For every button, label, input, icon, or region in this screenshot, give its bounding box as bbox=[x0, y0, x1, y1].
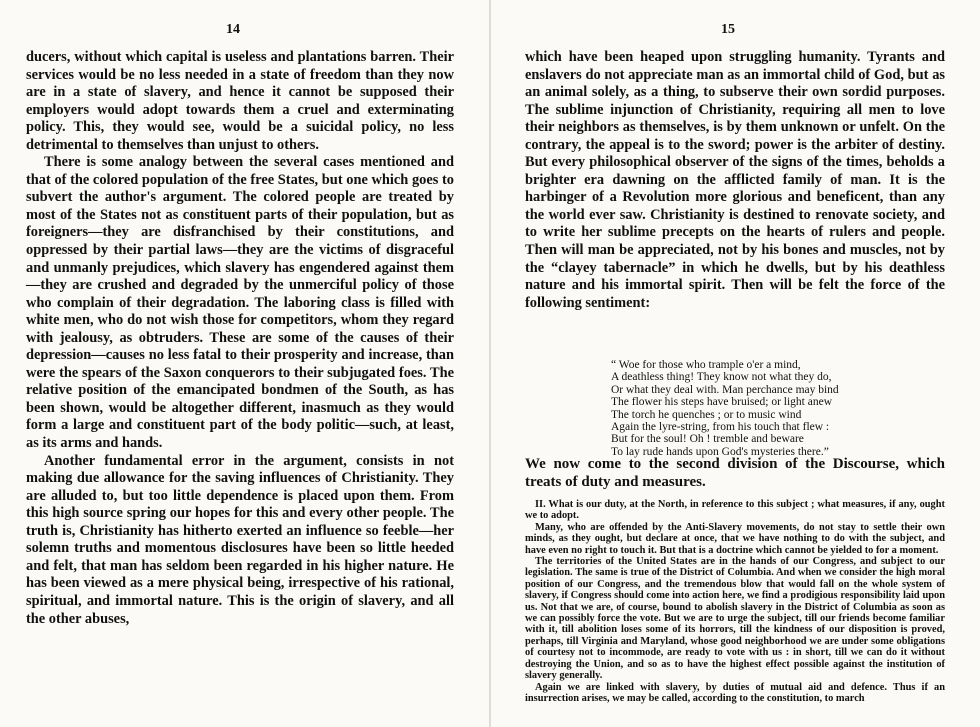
paragraph: There is some analogy between the several cases mentioned and that of the colored population of the free States, but one which goes to subvert the author's argument. The colored people are treated by most of the States not as constituent parts of their population, but as foreigners—they are disfranchised by their constitutions, and oppressed by their partial laws—they are the victims of disgraceful and unmanly prejudices, which slavery has engendered against them—they are crushed and degraded by the unmerciful policy of those who complain of their degradation. The laboring class is filled with white men, who do not wish those for competitors, whom they regard with jealousy, as obtruders. These are some of the causes of their depression—causes no less fatal to their prosperity and increase, than were the spears of the Saxon conquerors to their subjugated foes. The relative position of the emancipated bondmen of the South, as has been shown, would be altogether different, inasmuch as they would form a large and constituent part of the body politic—such, at least, as its arms and hands. bbox=[26, 154, 454, 452]
small-paragraph: The territories of the United States are in the hands of our Congress, and subject to our legislation. The same is true of the District of Columbia. And when we consider the high moral position of our Congress, and the tremendous blow that would fall on the whole system of slavery, if Congress should come into action here, we find a prodigious responsibility laid upon us. Not that we are, of course, bound to abolish slavery in the District of Columbia as soon as we can possibly force the vote. But we are to urge the subject, till our friends become familiar with it, till abolition loses some of its horrors, till the kindness of our disposition is proved, perhaps, till Virginia and Maryland, whose good neighborhood we are under some obligations of courtesy not to incommode, are ready to vote with us : in short, till we can do it without destroying the Union, and so as to have the highest effect possible against the institution of slavery generally. bbox=[525, 556, 945, 682]
small-paragraph: II. What is our duty, at the North, in reference to this subject ; what measures, if any, ought we to adopt. bbox=[525, 499, 945, 522]
small-paragraph: Many, who are offended by the Anti-Slavery movements, do not stay to settle their own minds, as they ought, but declare at once, that we have nothing to do with the subject, and have even no right to touch it. But that is a doctrine which cannot be yielded to for a moment. bbox=[525, 521, 945, 556]
division-heading: We now come to the second division of the Discourse, which treats of duty and measures. bbox=[525, 456, 945, 490]
poem-line: To lay rude hands upon God's mysteries there.” bbox=[611, 445, 829, 458]
paragraph: ducers, without which capital is useless and plantations barren. Their services would be no less needed in a state of freedom than they now are in a state of slavery, and hence it cannot be supposed their employers would adopt towards them a cruel and exterminating policy. This, they would see, would be a suicidal policy, no less detrimental to themselves than unjust to others. bbox=[26, 49, 454, 153]
poem-line: Or what they deal with. Man perchance may bind bbox=[611, 383, 839, 396]
right-page bbox=[490, 0, 980, 727]
paragraph: Another fundamental error in the argument, consists in not making due allowance for the saving influences of Christianity. They are alluded to, but too little dependence is placed upon them. From this high source spring our hopes for this and every other people. The truth is, Christianity has hitherto exerted an influence so feeble—her solemn truths and momentous disclosures have been so little heeded and felt, that man has seldom been regarded in his higher nature. He has been viewed as a mere physical being, irrespective of his rational, spiritual, and immortal nature. This is the origin of slavery, and all the other abuses, bbox=[26, 452, 454, 627]
poem-line: But for the soul! Oh ! tremble and beware bbox=[611, 433, 804, 446]
page-body bbox=[26, 49, 454, 628]
poem-line: The torch he quenches ; or to music wind bbox=[611, 408, 802, 421]
page-number: 14 bbox=[226, 22, 240, 37]
small-print-section bbox=[525, 499, 945, 704]
poem-quote bbox=[611, 359, 941, 458]
page-number: 15 bbox=[721, 22, 735, 37]
poem-line: Again the lyre-string, from his touch that flew : bbox=[611, 421, 830, 434]
poem-line: “ Woe for those who trample o'er a mind, bbox=[611, 359, 801, 371]
page-body bbox=[525, 49, 945, 312]
poem-line: The flower his steps have bruised; or light anew bbox=[611, 396, 832, 409]
paragraph: which have been heaped upon struggling humanity. Tyrants and enslavers do not appreciate man as an immortal child of God, but as an animal solely, as a thing, to subserve their own sordid purposes. The sublime injunction of Christianity, requiring all men to love their neighbors as themselves, is by them unknown or unfelt. On the contrary, the appeal is to the sword; power is the arbiter of destiny. But every philosophical observer of the signs of the times, beholds a brighter era dawning on the afflicted family of man. It is the harbinger of a Revolution more glorious and beneficent, than any the world ever saw. Christianity is destined to renovate society, and to write her sublime precepts on the hearts of rulers and people. Then will man be appreciated, not by his bones and muscles, not by the “clayey tabernacle” in which he dwells, but by his deathless nature and his immortal spirit. Then will be felt the force of the following sentiment: bbox=[525, 49, 945, 311]
poem-line: A deathless thing! They know not what they do, bbox=[611, 371, 832, 384]
small-paragraph: Again we are linked with slavery, by duties of mutual aid and defence. Thus if an insurrection arises, we may be called, according to the constitution, to march bbox=[525, 681, 945, 704]
